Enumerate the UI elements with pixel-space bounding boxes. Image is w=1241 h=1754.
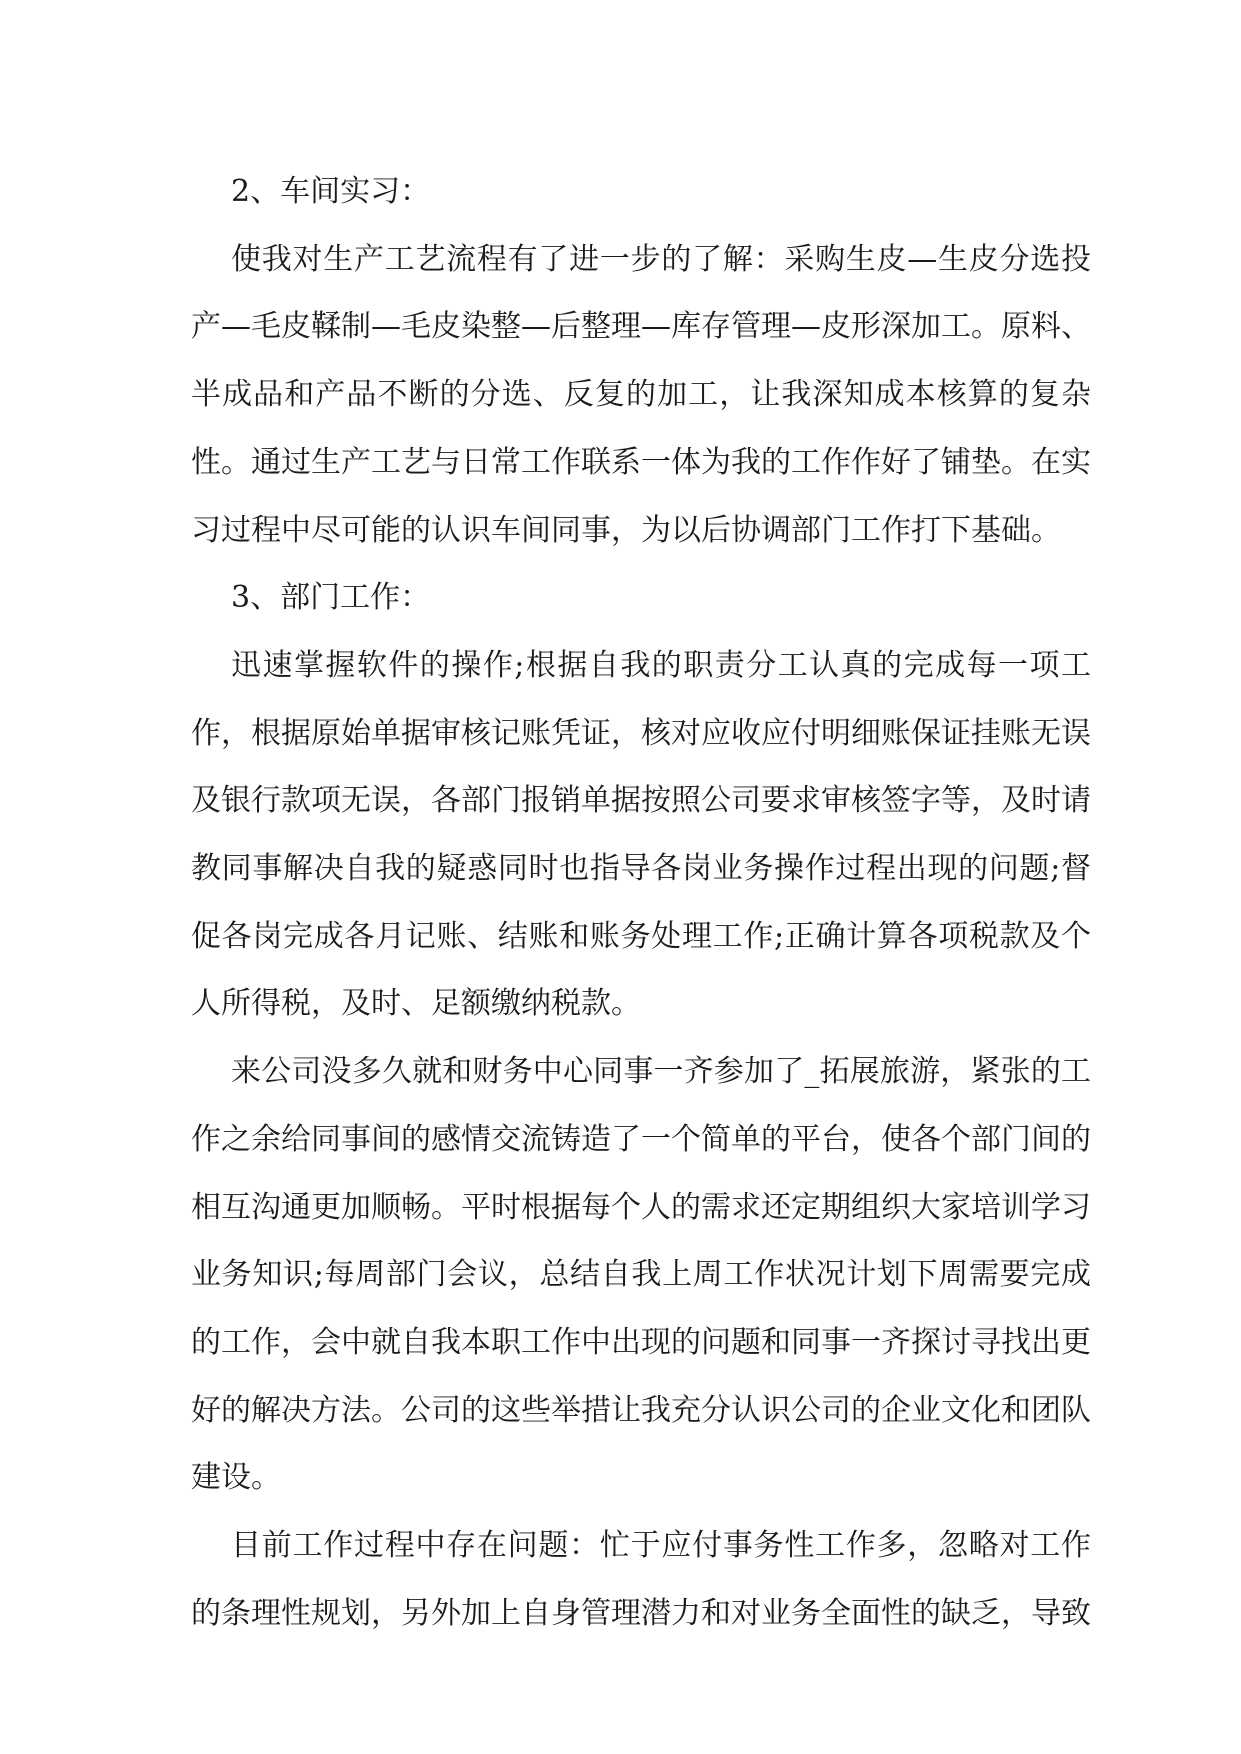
section-heading-department-work: 3、部门工作： <box>231 580 431 616</box>
paragraph-current-problems: 目前工作过程中存在问题：忙于应付事务性工作多，忽略对工作的条理性规划，另外加上自身管理潜力和对业务全面性的缺乏，导致 <box>191 1528 1091 1631</box>
paragraph-production-process: 使我对生产工艺流程有了进一步的了解：采购生皮—生皮分选投产—毛皮鞣制—毛皮染整—后整理—库存管理—皮形深加工。原料、半成品和产品不断的分选、反复的加工，让我深知成本核算的复杂性。通过生产工艺与日常工作联系一体为我的工作作好了铺垫。在实习过程中尽可能的认识车间同事，为以后协调部门工作打下基础。 <box>191 241 1091 548</box>
paragraph-team-activities: 来公司没多久就和财务中心同事一齐参加了_拓展旅游，紧张的工作之余给同事间的感情交流铸造了一个简单的平台，使各个部门间的相互沟通更加顺畅。平时根据每个人的需求还定期组织大家培训学习业务知识;每周部门会议，总结自我上周工作状况计划下周需要完成的工作，会中就自我本职工作中出现的问题和同事一齐探讨寻找出更好的解决方法。公司的这些举措让我充分认识公司的企业文化和团队建设。 <box>191 1054 1091 1496</box>
paragraph-department-duties: 迅速掌握软件的操作;根据自我的职责分工认真的完成每一项工作，根据原始单据审核记账凭证，核对应收应付明细账保证挂账无误及银行款项无误，各部门报销单据按照公司要求审核签字等，及时请教同事解决自我的疑惑同时也指导各岗业务操作过程出现的问题;督促各岗完成各月记账、结账和账务处理工作;正确计算各项税款及个人所得税，及时、足额缴纳税款。 <box>191 647 1091 1022</box>
document-body <box>191 158 1091 1647</box>
section-heading-workshop-internship: 2、车间实习： <box>231 174 431 209</box>
